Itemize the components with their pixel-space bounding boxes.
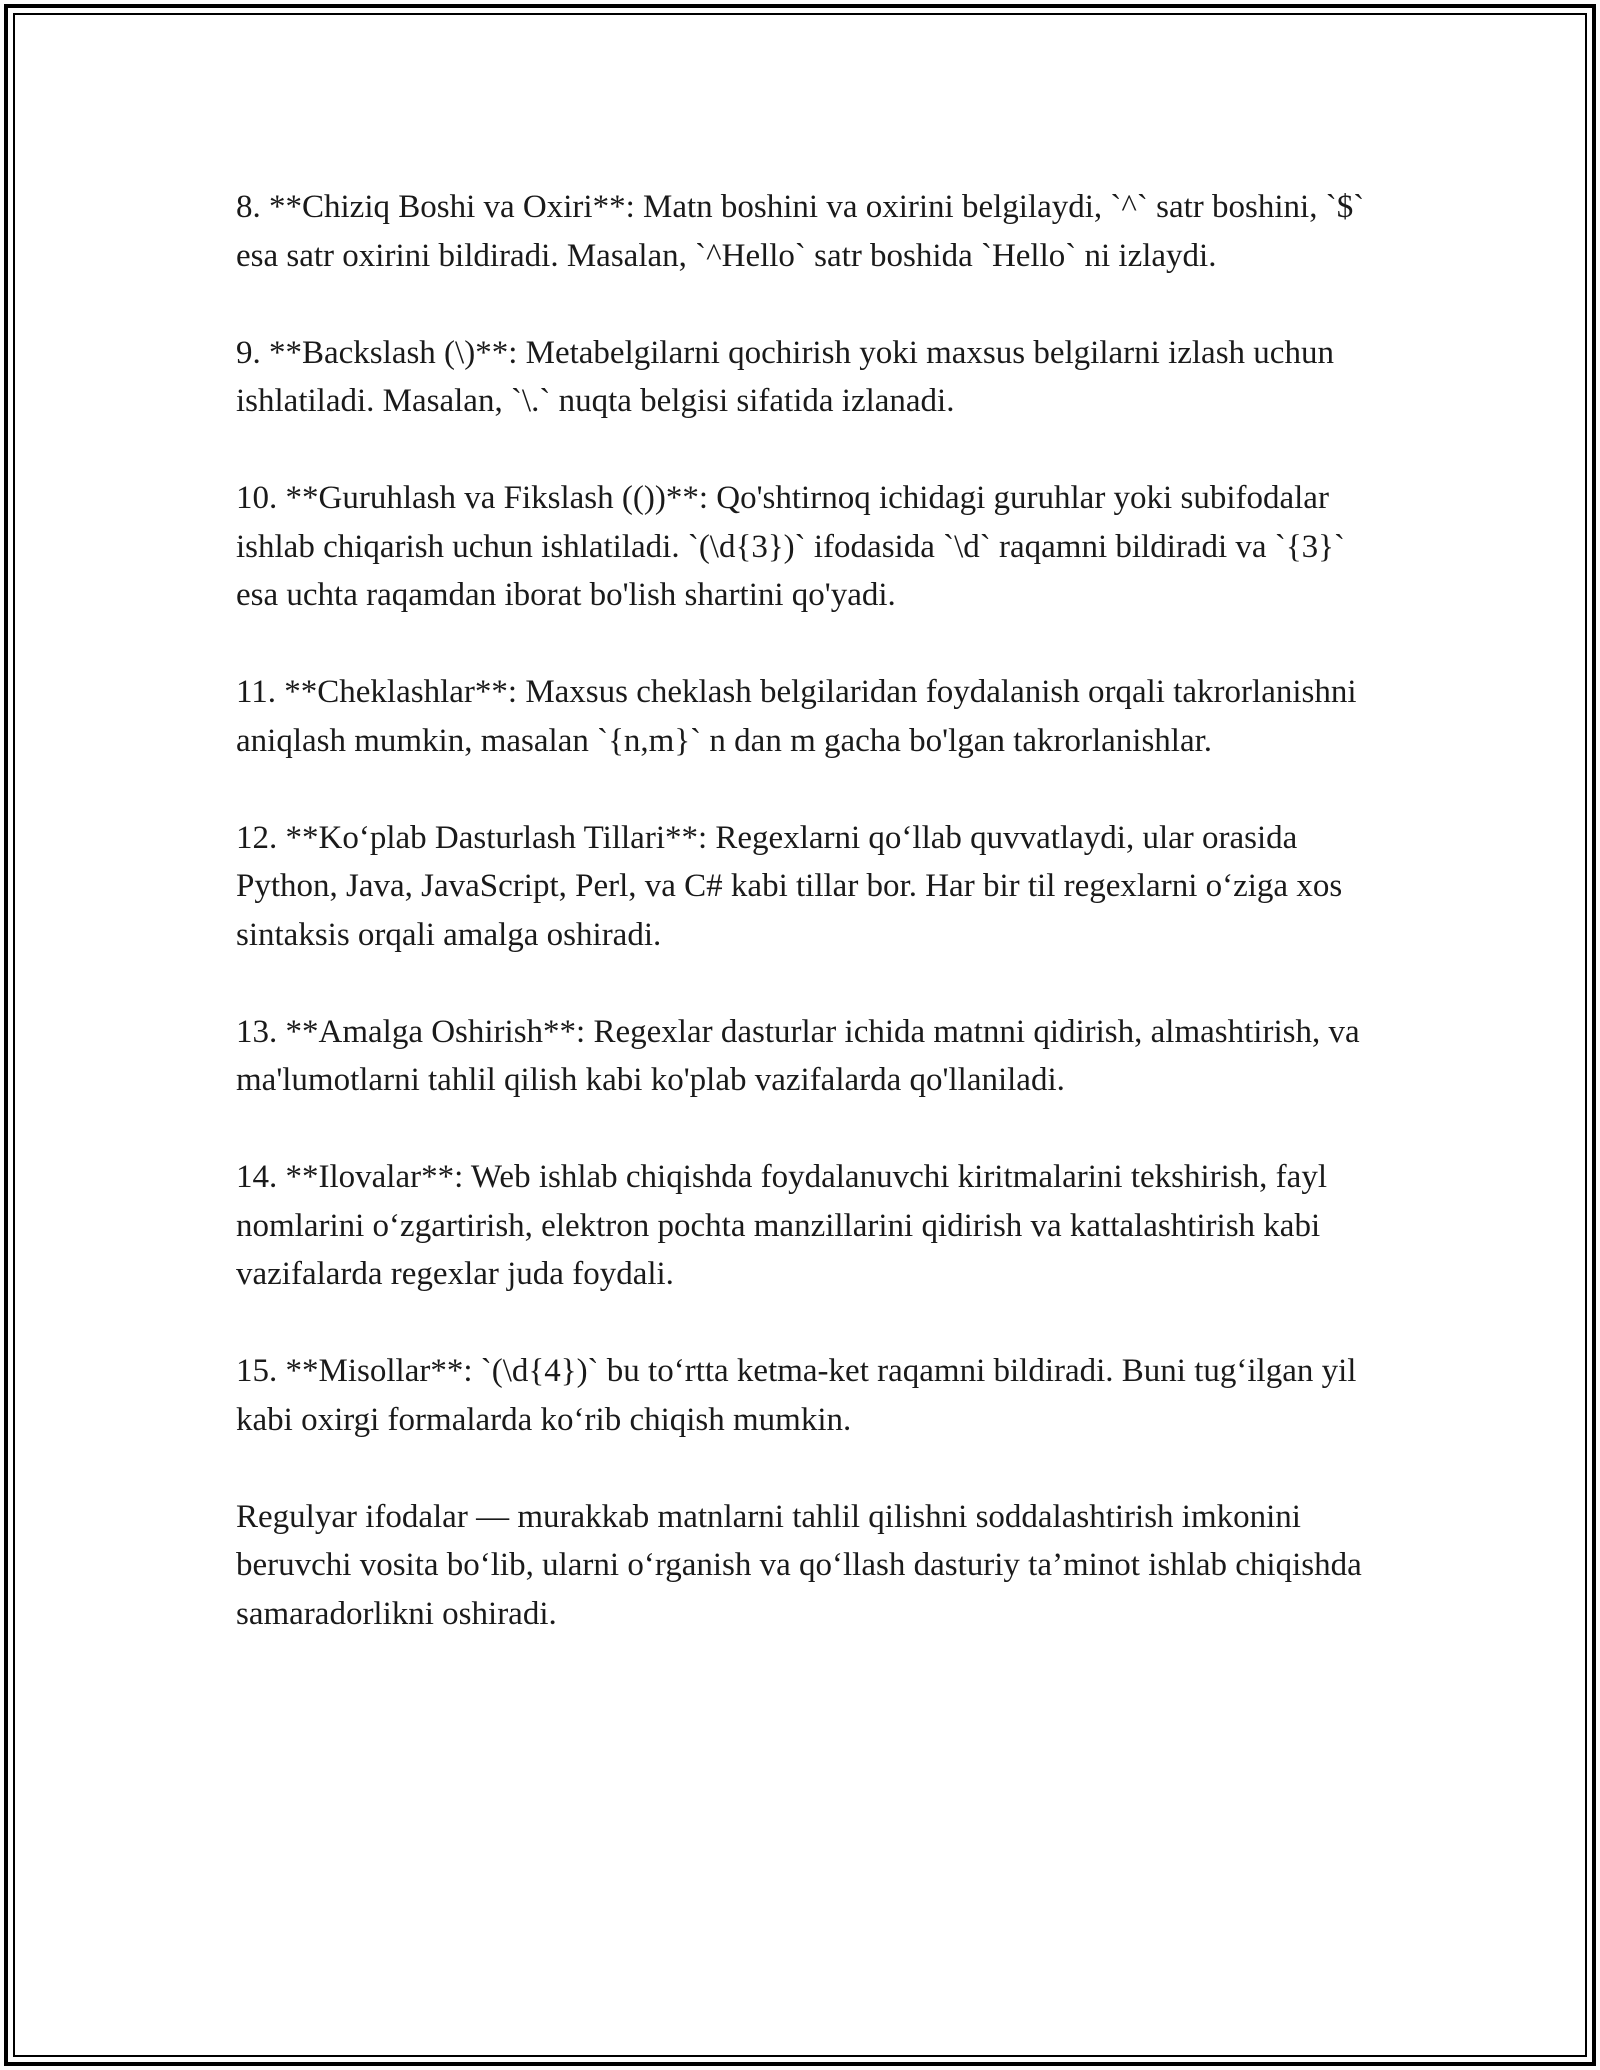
paragraph-item-13: 13. **Amalga Oshirish**: Regexlar dasturlar ichida matnni qidirish, almashtirish, va ma'lumotlarni tahlil qilish kabi ko'plab vazifalarda qo'llaniladi. [236, 1013, 1360, 1098]
paragraph-item-9: 9. **Backslash (\)**: Metabelgilarni qochirish yoki maxsus belgilarni izlash uchun ishlatiladi. Masalan, `\.` nuqta belgisi sifatida izlanadi. [236, 334, 1334, 419]
paragraph-item-8: 8. **Chiziq Boshi va Oxiri**: Matn boshini va oxirini belgilaydi, `^` satr boshini, `$` esa satr oxirini bildiradi. Masalan, `^Hello` satr boshida `Hello` ni izlaydi. [236, 189, 1365, 274]
document-body [236, 183, 1376, 1638]
conclusion-paragraph: Regulyar ifodalar — murakkab matnlarni tahlil qilishni soddalashtirish imkonini beruvchi vosita bo‘lib, ularni o‘rganish va qo‘llash dasturiy ta’minot ishlab chiqishda samaradorlikni oshiradi. [236, 1498, 1362, 1632]
paragraph-item-10: 10. **Guruhlash va Fikslash (())**: Qo'shtirnoq ichidagi guruhlar yoki subifodalar ishlab chiqarish uchun ishlatiladi. `(\d{3})` ifodasida `\d` raqamni bildiradi va `{3}` esa uchta raqamdan iborat bo'lish shartini qo'yadi. [236, 480, 1345, 613]
paragraph-item-12: 12. **Ko‘plab Dasturlash Tillari**: Regexlarni qo‘llab quvvatlaydi, ular orasida Python, Java, JavaScript, Perl, va C# kabi tillar bor. Har bir til regexlarni o‘ziga xos sintaksis orqali amalga oshiradi. [236, 819, 1343, 953]
paragraph-item-14: 14. **Ilovalar**: Web ishlab chiqishda foydalanuvchi kiritmalarini tekshirish, fayl nomlarini o‘zgartirish, elektron pochta manzillarini qidirish va kattalashtirish kabi vazifalarda regexlar juda foydali. [236, 1159, 1327, 1292]
paragraph-item-15: 15. **Misollar**: `(\d{4})` bu to‘rtta ketma-ket raqamni bildiradi. Buni tug‘ilgan yil kabi oxirgi formalarda ko‘rib chiqish mumkin. [236, 1353, 1357, 1438]
paragraph-item-11: 11. **Cheklashlar**: Maxsus cheklash belgilaridan foydalanish orqali takrorlanishni aniqlash mumkin, masalan `{n,m}` n dan m gacha bo'lgan takrorlanishlar. [236, 674, 1357, 759]
